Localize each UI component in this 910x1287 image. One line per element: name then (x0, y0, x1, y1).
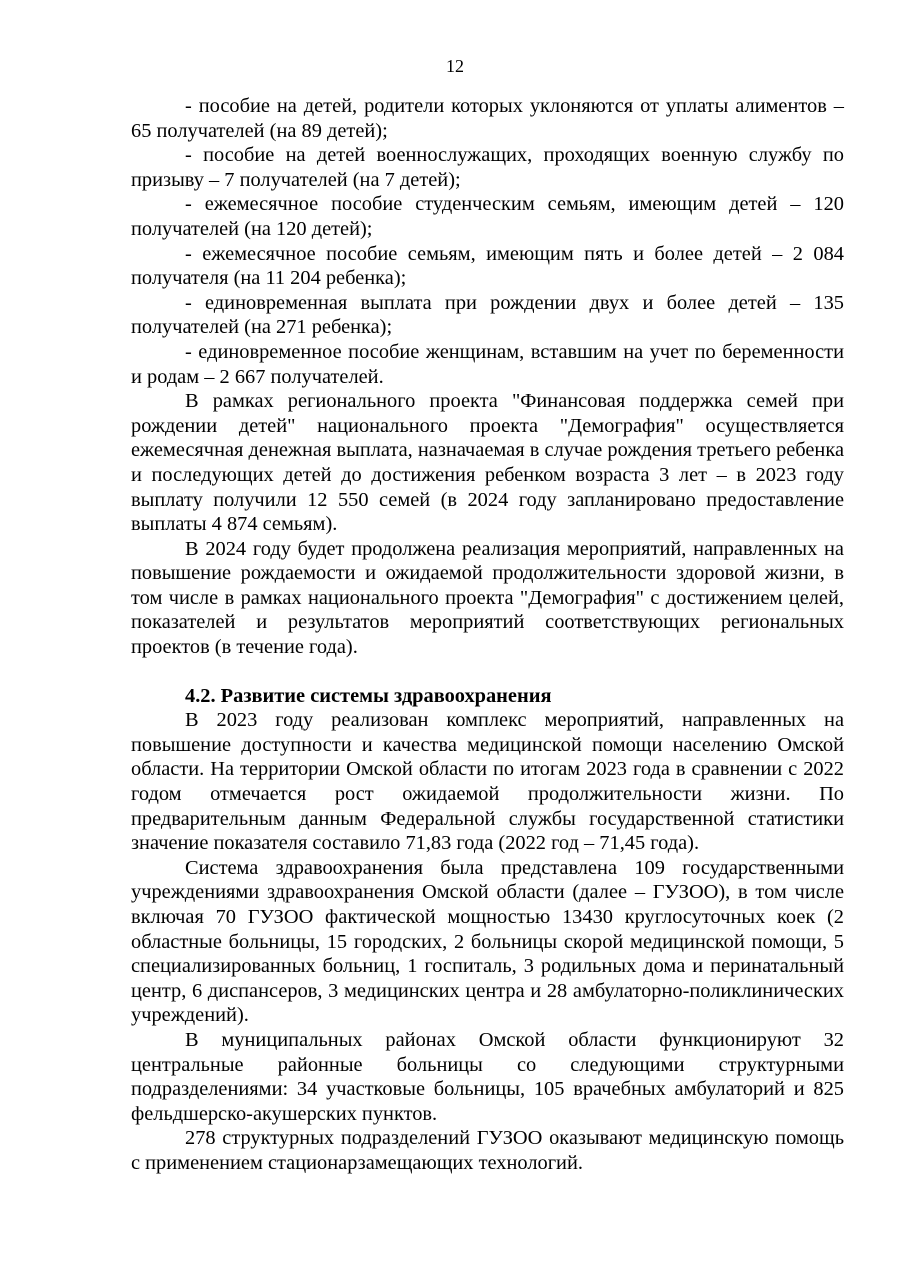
list-item-large-family-benefit: - ежемесячное пособие семьям, имеющим пять и более детей – 2 084 получателя (на 11 204 ребенка); (131, 242, 844, 290)
list-item-multiple-birth-payment: - единовременная выплата при рождении двух и более детей – 135 получателей (на 271 ребенка); (131, 291, 844, 339)
section-heading: 4.2. Развитие системы здравоохранения (185, 684, 552, 707)
paragraph-municipal-hospitals: В муниципальных районах Омской области функционируют 32 центральные районные больницы со следующими структурными подразделениями: 34 участковые больницы, 105 врачебных амбулаторий и 825 фельдшерско-акушерских пунктов. (131, 1028, 844, 1125)
page-number: 12 (446, 56, 464, 76)
list-item-student-family-benefit: - ежемесячное пособие студенческим семьям, имеющим детей – 120 получателей (на 120 детей); (131, 193, 844, 240)
paragraph-healthcare-system: Система здравоохранения была представлена 109 государственными учреждениями здравоохранения Омской области (далее – ГУЗОО), в том числе включая 70 ГУЗОО фактической мощностью 13430 круглосуточных коек (2 областные больницы, 15 городских, 2 больницы скорой медицинской помощи, 5 специализированных больниц, 1 госпиталь, 3 родильных дома и перинатальный центр, 6 диспансеров, 3 медицинских центра и 28 амбулаторно-поликлинических учреждений). (131, 856, 844, 1027)
list-item-pregnancy-benefit: - единовременное пособие женщинам, вставшим на учет по беременности и родам – 2 667 получателей. (131, 340, 844, 388)
paragraph-2024-plans: В 2024 году будет продолжена реализация мероприятий, направленных на повышение рождаемости и ожидаемой продолжительности здоровой жизни, в том числе в рамках национального проекта "Демография" с достижением целей, показателей и результатов мероприятий соответствующих региональных проектов (в течение года). (131, 537, 844, 659)
paragraph-healthcare-measures: В 2023 году реализован комплекс мероприятий, направленных на повышение доступности и качества медицинской помощи населению Омской области. На территории Омской области по итогам 2023 года в сравнении с 2022 годом отмечается рост ожидаемой продолжительности жизни. По предварительным данным Федеральной службы государственной статистики значение показателя составило 71,83 года (2022 год – 71,45 года). (131, 709, 844, 855)
list-item-military-benefit: - пособие на детей военнослужащих, проходящих военную службу по призыву – 7 получателей (на 7 детей); (131, 144, 844, 191)
list-item-alimony-benefit: - пособие на детей, родители которых уклоняются от уплаты алиментов – 65 получателей (на 89 детей); (131, 95, 844, 142)
paragraph-inpatient-substitution: 278 структурных подразделений ГУЗОО оказывают медицинскую помощь с применением стационарзамещающих технологий. (131, 1127, 844, 1174)
page-content (131, 94, 844, 1176)
paragraph-regional-project: В рамках регионального проекта "Финансовая поддержка семей при рождении детей" национального проекта "Демография" осуществляется ежемесячная денежная выплата, назначаемая в случае рождения третьего ребенка и последующих детей до достижения ребенком возраста 3 лет – в 2023 году выплату получили 12 550 семей (в 2024 году запланировано предоставление выплаты 4 874 семьям). (131, 390, 844, 536)
